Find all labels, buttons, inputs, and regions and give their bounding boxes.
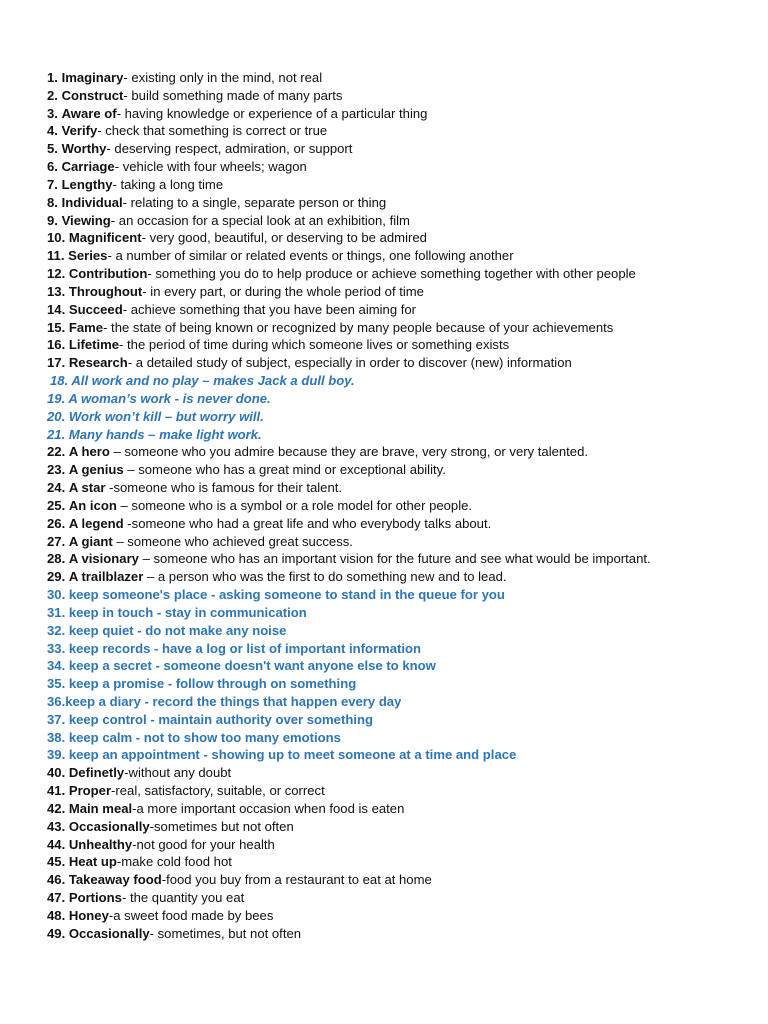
item-definition: - vehicle with four wheels; wagon — [114, 159, 307, 175]
item-number: 5. — [47, 141, 58, 157]
list-item: 33. keep records - have a log or list of important information — [47, 640, 421, 656]
item-definition: – someone who you admire because they are brave, very strong, or very talented. — [109, 444, 589, 460]
list-item: 37. keep control - maintain authority over something — [47, 711, 373, 727]
item-term: Occasionally — [68, 818, 150, 834]
list-item: 18. All work and no play – makes Jack a dull boy. — [50, 373, 355, 389]
item-number: 13. — [47, 283, 66, 299]
item-number: 12. — [47, 266, 66, 282]
list-item: 21. Many hands – make light work. — [47, 426, 262, 442]
item-number: 3. — [47, 105, 58, 121]
item-term: A legend — [68, 515, 124, 531]
item-definition: – someone who has a great mind or exceptional ability. — [123, 462, 446, 478]
item-number: 10. — [47, 230, 66, 246]
item-term: A star — [68, 480, 106, 496]
item-number: 16. — [47, 337, 66, 353]
item-definition: -a sweet food made by bees — [108, 907, 274, 923]
list-item — [47, 122, 747, 140]
item-number: 11. — [47, 248, 65, 264]
item-definition: -food you buy from a restaurant to eat at home — [161, 872, 432, 888]
item-term: Magnificent — [68, 230, 142, 246]
item-definition: – someone who achieved great success. — [112, 533, 353, 549]
list-item: 34. keep a secret - someone doesn't want anyone else to know — [47, 658, 436, 674]
item-definition: - achieve something that you have been aiming for — [122, 301, 417, 317]
item-term: Series — [68, 248, 108, 264]
list-item: 30. keep someone's place - asking someone to stand in the queue for you — [47, 587, 505, 603]
item-term: Worthy — [61, 141, 107, 157]
item-number: 17. — [47, 355, 66, 371]
item-term: A hero — [68, 444, 110, 460]
list-item — [47, 568, 747, 586]
item-definition: - deserving respect, admiration, or support — [106, 141, 353, 157]
item-term: Unhealthy — [68, 836, 133, 852]
list-item: 32. keep quiet - do not make any noise — [47, 622, 287, 638]
item-number: 15. — [47, 319, 66, 335]
list-item — [47, 354, 747, 372]
list-item — [47, 283, 747, 301]
list-item — [47, 158, 747, 176]
list-item — [47, 533, 747, 551]
item-term: Occasionally — [68, 925, 150, 941]
item-number: 9. — [47, 212, 58, 228]
list-item — [47, 550, 747, 568]
item-number: 43. — [47, 818, 66, 834]
item-number: 45. — [47, 854, 66, 870]
item-number: 4. — [47, 123, 58, 139]
item-number: 23. — [47, 462, 66, 478]
list-item: 31. keep in touch - stay in communication — [47, 604, 307, 620]
list-item: 39. keep an appointment - showing up to meet someone at a time and place — [47, 747, 517, 763]
list-item — [47, 229, 747, 247]
item-number: 2. — [47, 87, 58, 103]
item-definition: -sometimes but not often — [149, 818, 294, 834]
item-term: Construct — [61, 87, 124, 103]
item-number: 14. — [47, 301, 66, 317]
item-term: A visionary — [68, 551, 139, 567]
list-item — [47, 194, 747, 212]
list-item: 35. keep a promise - follow through on something — [47, 676, 357, 692]
list-item — [47, 319, 747, 337]
item-definition: -someone who had a great life and who everybody talks about. — [123, 515, 492, 531]
item-definition: - having knowledge or experience of a particular thing — [116, 105, 428, 121]
item-definition: - in every part, or during the whole period of time — [142, 283, 424, 299]
item-term: Research — [68, 355, 128, 371]
item-term: Contribution — [68, 266, 148, 282]
item-definition: - something you do to help produce or achieve something together with other people — [147, 266, 636, 282]
list-item — [47, 265, 747, 283]
list-item — [47, 69, 747, 87]
list-item — [47, 443, 747, 461]
item-term: An icon — [68, 497, 117, 513]
list-item — [47, 889, 747, 907]
list-item — [47, 497, 747, 515]
list-item — [47, 87, 747, 105]
item-term: Definetly — [68, 765, 125, 781]
list-item — [47, 212, 747, 230]
list-item — [47, 176, 747, 194]
item-definition: - the state of being known or recognized by many people because of your achievements — [103, 319, 614, 335]
item-term: Viewing — [61, 212, 111, 228]
item-number: 28. — [47, 551, 66, 567]
item-definition: -make cold food hot — [116, 854, 232, 870]
item-term: Portions — [68, 890, 122, 906]
item-number: 26. — [47, 515, 66, 531]
item-definition: -someone who is famous for their talent. — [105, 480, 343, 496]
list-item — [47, 140, 747, 158]
vocabulary-list — [47, 69, 747, 943]
item-term: Verify — [61, 123, 98, 139]
item-definition: -without any doubt — [124, 765, 232, 781]
item-term: Succeed — [68, 301, 123, 317]
item-number: 6. — [47, 159, 58, 175]
item-number: 46. — [47, 872, 66, 888]
item-term: A giant — [68, 533, 113, 549]
list-item — [47, 836, 747, 854]
item-definition: - a detailed study of subject, especially in order to discover (new) information — [127, 355, 572, 371]
list-item — [47, 515, 747, 533]
item-term: Lifetime — [68, 337, 120, 353]
list-item — [47, 925, 747, 943]
list-item — [47, 764, 747, 782]
item-definition: - a number of similar or related events or things, one following another — [107, 248, 514, 264]
list-item — [47, 818, 747, 836]
item-definition: – a person who was the first to do something new and to lead. — [143, 569, 507, 585]
item-definition: – someone who is a symbol or a role model for other people. — [116, 497, 473, 513]
item-term: Throughout — [68, 283, 143, 299]
item-definition: - very good, beautiful, or deserving to be admired — [141, 230, 427, 246]
item-definition: -a more important occasion when food is eaten — [132, 800, 405, 816]
list-item — [47, 907, 747, 925]
item-term: Proper — [68, 783, 112, 799]
item-definition: - sometimes, but not often — [149, 925, 302, 941]
item-number: 1. — [47, 70, 58, 85]
item-definition: -not good for your health — [132, 836, 275, 852]
list-item: 36.keep a diary - record the things that happen every day — [47, 693, 402, 709]
item-term: Carriage — [61, 159, 115, 175]
list-item — [47, 105, 747, 123]
item-term: Fame — [68, 319, 104, 335]
item-term: A trailblazer — [68, 569, 144, 585]
item-definition: - an occasion for a special look at an exhibition, film — [110, 212, 410, 228]
list-item — [47, 800, 747, 818]
item-number: 48. — [47, 907, 66, 923]
list-item — [47, 782, 747, 800]
item-definition: - build something made of many parts — [123, 87, 343, 103]
item-number: 8. — [47, 194, 58, 210]
item-number: 24. — [47, 480, 66, 496]
item-number: 40. — [47, 765, 66, 781]
item-number: 7. — [47, 176, 58, 192]
item-definition: - the quantity you eat — [121, 890, 245, 906]
item-number: 22. — [47, 444, 66, 460]
list-item — [47, 479, 747, 497]
list-item: 20. Work won’t kill – but worry will. — [47, 408, 264, 424]
item-term: Main meal — [68, 800, 133, 816]
list-item — [47, 871, 747, 889]
item-definition: - existing only in the mind, not real — [123, 70, 323, 85]
item-term: A genius — [68, 462, 124, 478]
item-number: 42. — [47, 800, 66, 816]
list-item — [47, 336, 747, 354]
item-term: Individual — [61, 194, 123, 210]
item-term: Takeaway food — [68, 872, 162, 888]
item-number: 44. — [47, 836, 66, 852]
list-item: 19. A woman’s work - is never done. — [47, 390, 271, 406]
list-item — [47, 247, 747, 265]
item-number: 29. — [47, 569, 66, 585]
item-definition: - taking a long time — [112, 176, 224, 192]
item-definition: - the period of time during which someone lives or something exists — [119, 337, 510, 353]
item-number: 49. — [47, 925, 66, 941]
list-item — [47, 461, 747, 479]
item-number: 47. — [47, 890, 66, 906]
item-term: Aware of — [61, 105, 117, 121]
list-item — [47, 301, 747, 319]
item-number: 25. — [47, 497, 66, 513]
item-definition: – someone who has an important vision for the future and see what would be important. — [138, 551, 651, 567]
item-number: 27. — [47, 533, 66, 549]
list-item — [47, 853, 747, 871]
item-term: Lengthy — [61, 176, 113, 192]
item-definition: -real, satisfactory, suitable, or correct — [111, 783, 325, 799]
item-definition: - check that something is correct or true — [97, 123, 328, 139]
item-definition: - relating to a single, separate person or thing — [122, 194, 387, 210]
item-term: Heat up — [68, 854, 117, 870]
item-term: Imaginary — [61, 70, 124, 85]
item-number: 41. — [47, 783, 66, 799]
list-item: 38. keep calm - not to show too many emotions — [47, 729, 341, 745]
item-term: Honey — [68, 907, 109, 923]
